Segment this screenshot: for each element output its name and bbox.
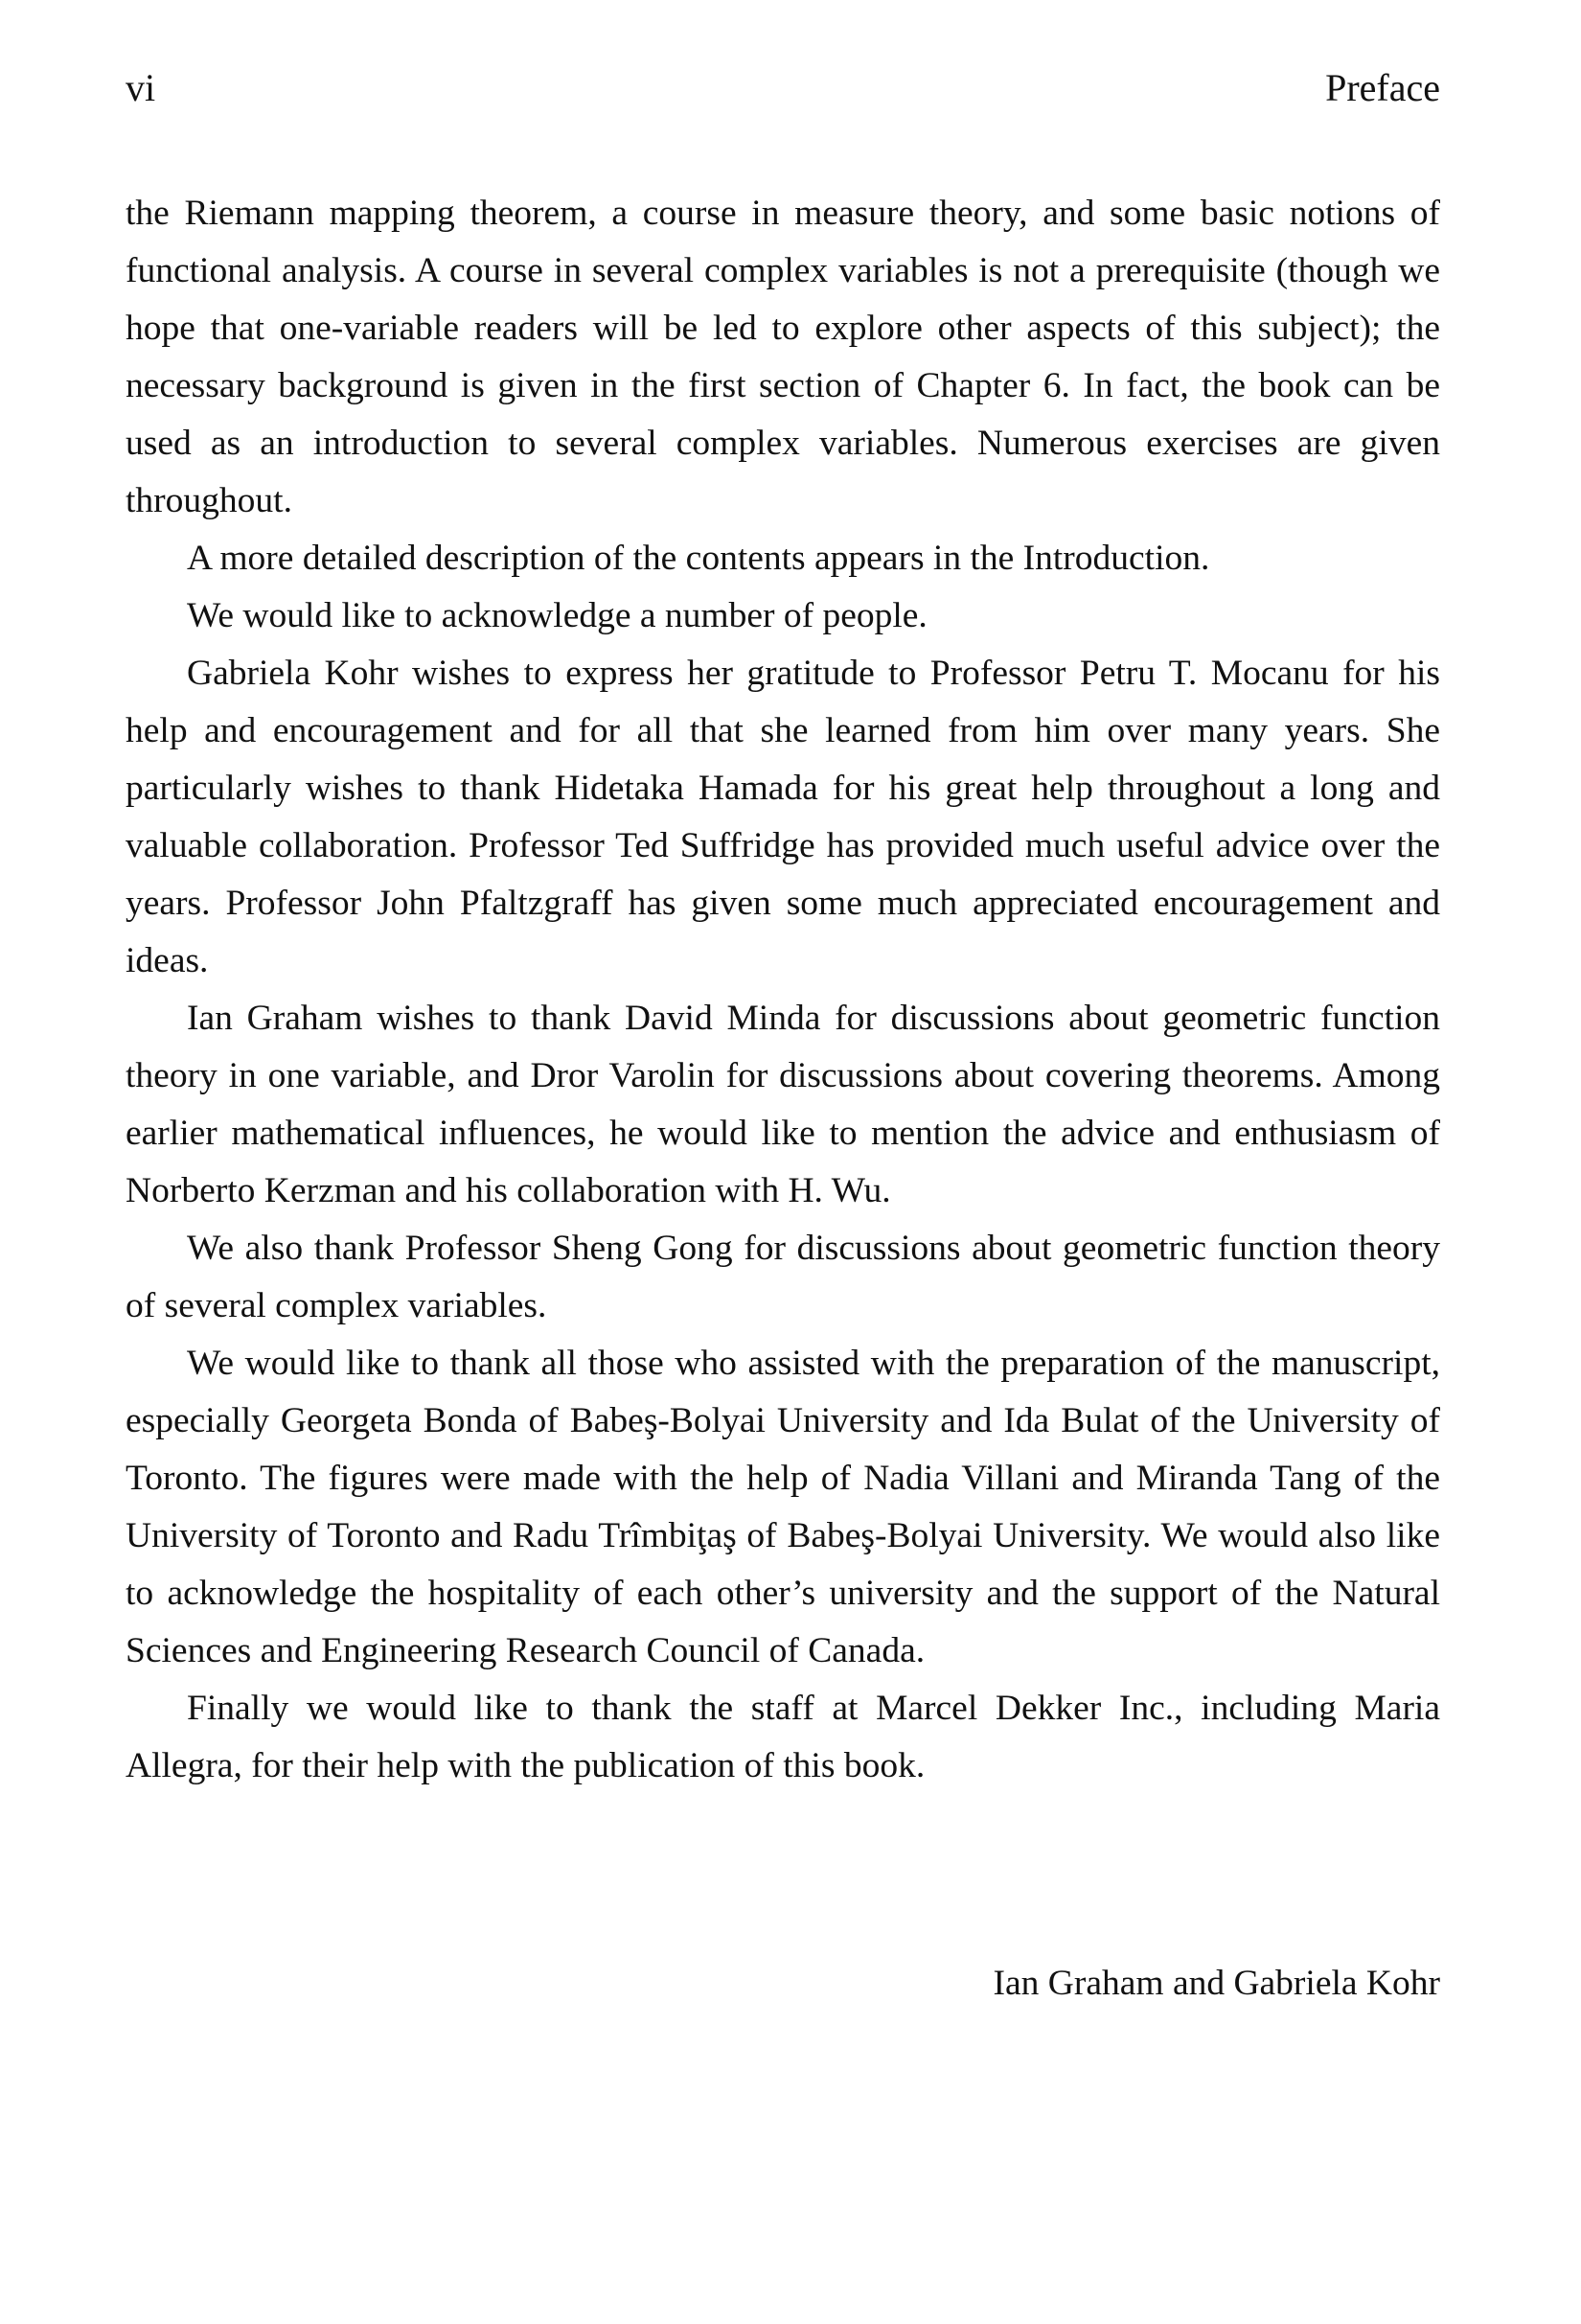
paragraph-prerequisites: the Riemann mapping theorem, a course in measure theory, and some basic notions of functional analysis. A course in several complex variables is not a prerequisite (though we hope that one-variable readers will be led to explore other aspects of this subject); the necessary background is given in the first section of Chapter 6. In fact, the book can be used as an introduction to several complex variables. Numerous exercises are given throughout.: [126, 194, 1440, 520]
page-number: vi: [126, 66, 156, 109]
paragraph-gong-thanks: We also thank Professor Sheng Gong for discussions about geometric function theory of several complex variables.: [126, 1229, 1440, 1325]
paragraph-kohr-thanks: Gabriela Kohr wishes to express her gratitude to Professor Petru T. Mocanu for his help and encouragement and for all that she learned from him over many years. She particularly wishes to thank Hidetaka Hamada for his great help throughout a long and valuable collaboration. Professor Ted Suffridge has provided much useful advice over the years. Professor John Pfaltzgraff has given some much appreciated encouragement and ideas.: [126, 654, 1440, 980]
author-signature: Ian Graham and Gabriela Kohr: [993, 1964, 1440, 2003]
section-title: Preface: [1325, 66, 1440, 109]
paragraph-graham-thanks: Ian Graham wishes to thank David Minda for discussions about geometric function theory in one variable, and Dror Varolin for discussions about covering theorems. Among earlier mathematical influences, he would like to mention the advice and enthusiasm of Norberto Kerzman and his collaboration with H. Wu.: [126, 999, 1440, 1210]
paragraph-publisher-thanks: Finally we would like to thank the staff at Marcel Dekker Inc., including Maria Allegra, for their help with the publication of this book.: [126, 1689, 1440, 1785]
running-head: [126, 59, 1440, 117]
paragraph-manuscript-thanks: We would like to thank all those who assisted with the preparation of the manuscript, especially Georgeta Bonda of Babeş-Bolyai University and Ida Bulat of the University of Toronto. The figures were made with the help of Nadia Villani and Miranda Tang of the University of Toronto and Radu Trîmbiţaş of Babeş-Bolyai University. We would also like to acknowledge the hospitality of each other’s university and the support of the Natural Sciences and Engineering Research Council of Canada.: [126, 1344, 1440, 1670]
preface-body: [126, 185, 1440, 1795]
paragraph-acknowledge-intro: We would like to acknowledge a number of people.: [187, 596, 928, 635]
paragraph-contents: A more detailed description of the contents appears in the Introduction.: [187, 539, 1210, 578]
